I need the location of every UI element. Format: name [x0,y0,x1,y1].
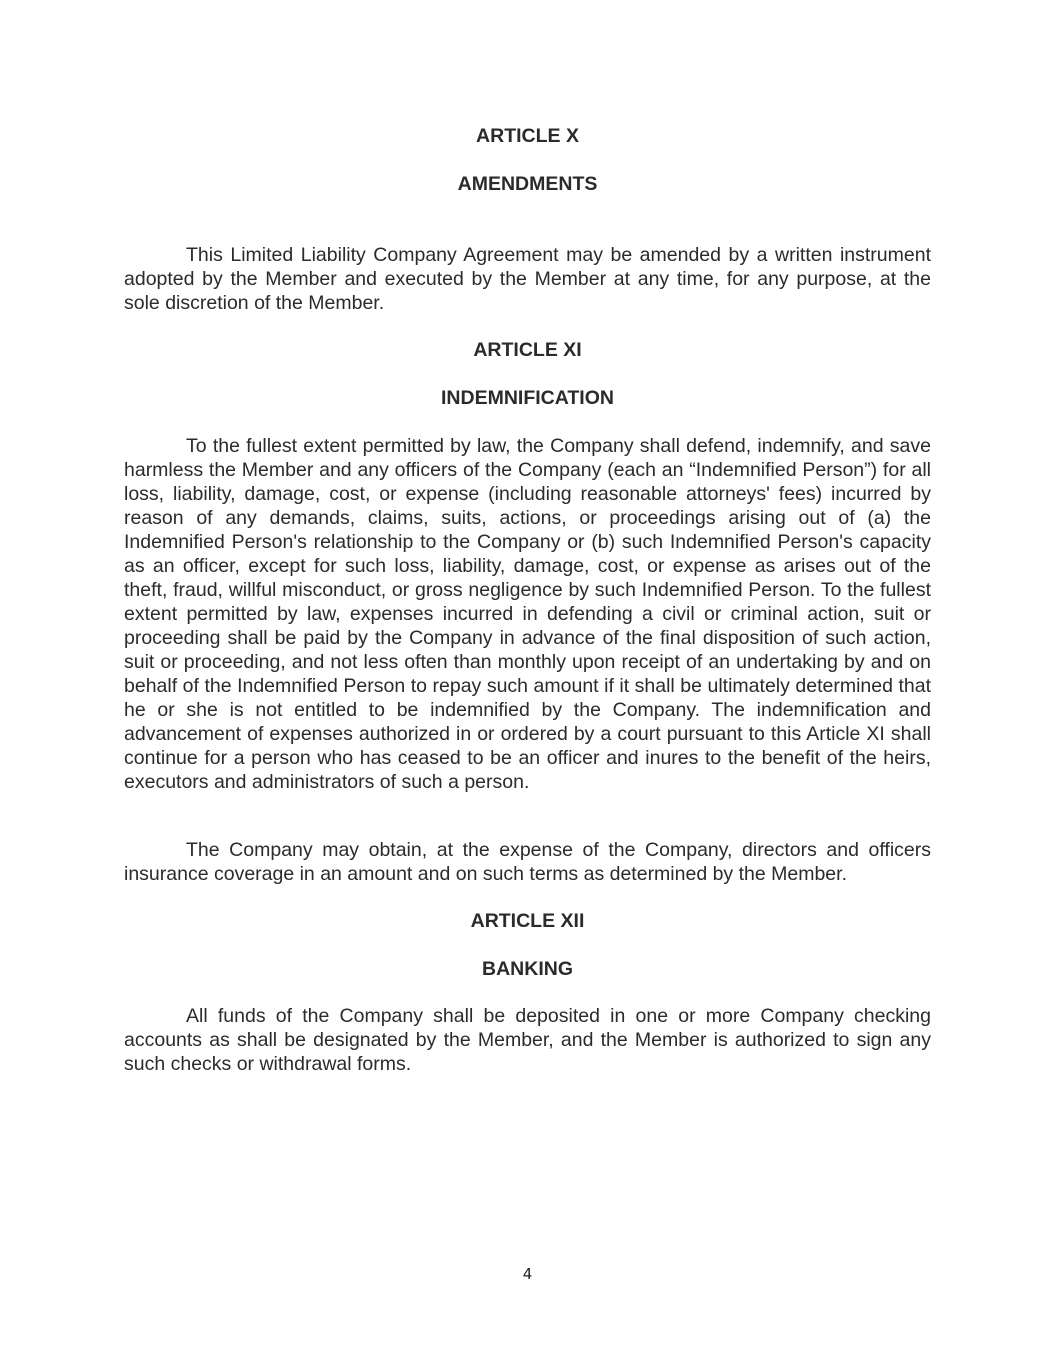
article-xi-paragraph-1: To the fullest extent permitted by law, the Company shall defend, indemnify, and save harmless the Member and any officers of the Company (each an “Indemnified Person”) for all loss, liability, damage, cost, or expense (including reasonable attorneys' fees) incurred by reason of any demands, claims, suits, actions, or proceedings arising out of (a) the Indemnified Person's relationship to the Company or (b) such Indemnified Person's capacity as an officer, except for such loss, liability, damage, cost, or expense as arises out of the theft, fraud, willful misconduct, or gross negligence by such Indemnified Person. To the fullest extent permitted by law, expenses incurred in defending a civil or criminal action, suit or proceeding shall be paid by the Company in advance of the final disposition of such action, suit or proceeding, and not less often than monthly upon receipt of an undertaking by and on behalf of the Indemnified Person to repay such amount if it shall be ultimately determined that he or she is not entitled to be indemnified by the Company. The indemnification and advancement of expenses authorized in or ordered by a court pursuant to this Article XI shall continue for a person who has ceased to be an officer and inures to the benefit of the heirs, executors and administrators of such a person. [124,435,931,793]
article-xi-title: INDEMNIFICATION [441,387,614,409]
article-x-paragraph-1: This Limited Liability Company Agreement may be amended by a written instrument adopted by the Member and executed by the Member at any time, for any purpose, at the sole discretion of the Member. [124,244,931,314]
page-number: 4 [522,1265,533,1283]
article-xii-paragraph-1: All funds of the Company shall be deposited in one or more Company checking accounts as shall be designated by the Member, and the Member is authorized to sign any such checks or withdrawal forms. [124,1005,931,1075]
article-xii-number: ARTICLE XII [470,910,585,932]
article-xii-title: BANKING [482,958,573,980]
article-xi-paragraph-2: The Company may obtain, at the expense of the Company, directors and officers insurance coverage in an amount and on such terms as determined by the Member. [124,839,931,885]
article-xi-number: ARTICLE XI [473,339,582,361]
article-x-number: ARTICLE X [476,125,579,147]
article-x-title: AMENDMENTS [457,173,598,195]
